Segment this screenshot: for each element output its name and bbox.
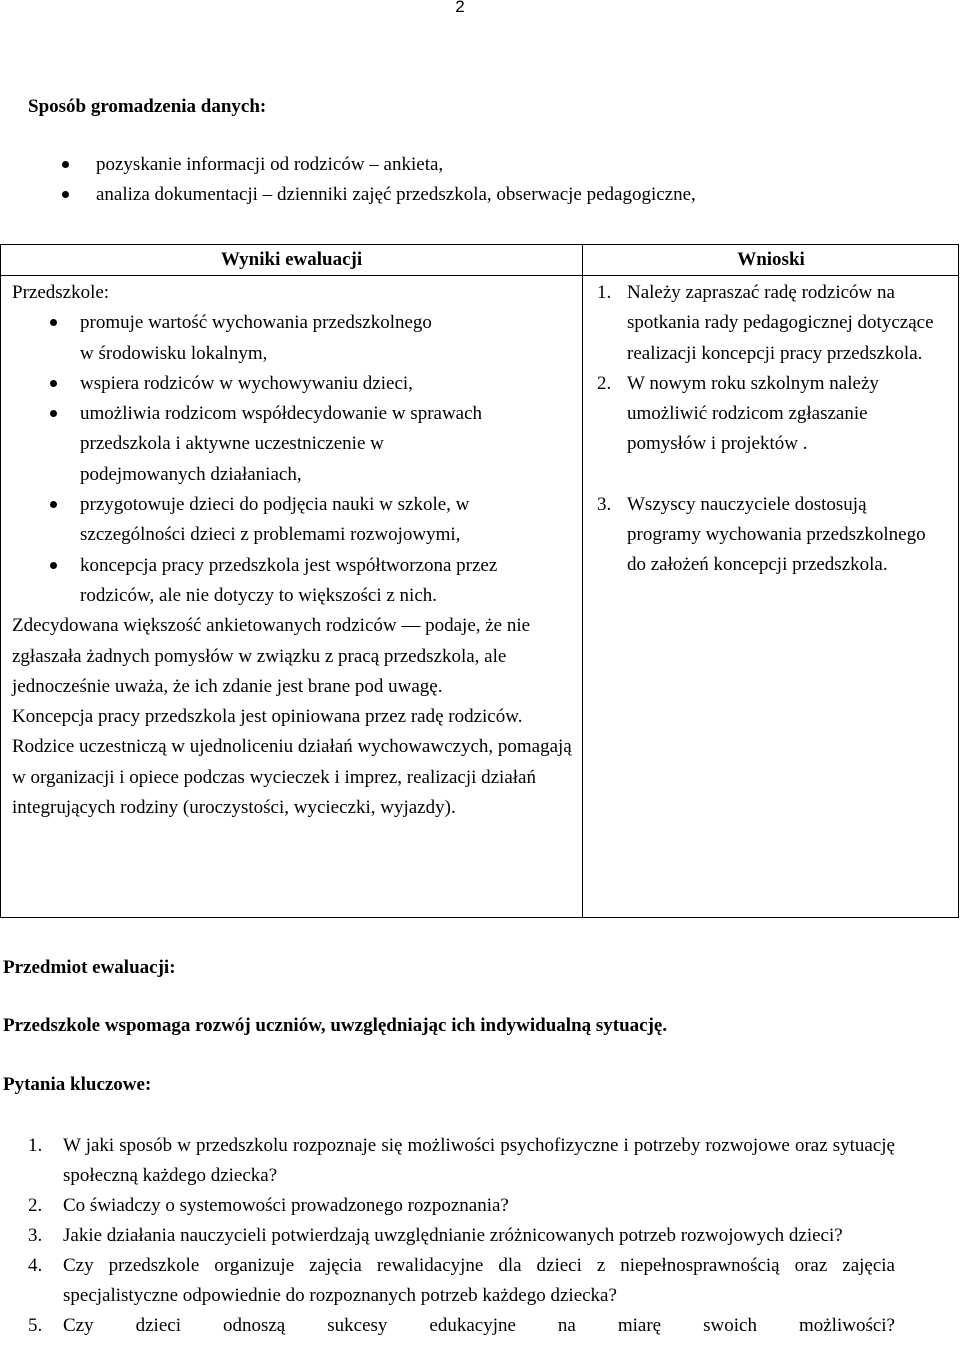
conclusions-header: Wnioski <box>737 249 805 270</box>
subject-heading: Przedmiot ewaluacji: <box>3 957 176 978</box>
question-item <box>0 1251 895 1311</box>
question-item <box>0 1221 895 1251</box>
conclusion-text: Wszyscy nauczyciele dostosują programy wychowania przedszkolnego do założeń koncepcji przedszkola. <box>627 493 926 576</box>
results-intro: Przedszkole: <box>12 282 110 303</box>
list-item: pozyskanie informacji od rodziców – ankieta, <box>62 150 882 180</box>
question-number: 1. <box>28 1135 43 1156</box>
results-cell <box>12 278 578 823</box>
results-bullet: przygotowuje dzieci do podjęcia nauki w szkole, w szczególności dzieci z problemami rozwojowymi, <box>12 490 505 551</box>
results-bullet: wspiera rodziców w wychowywaniu dzieci, <box>12 369 578 399</box>
question-number: 4. <box>28 1255 43 1276</box>
question-number: 2. <box>28 1195 43 1216</box>
results-bullets <box>12 308 578 611</box>
conclusion-text: Należy zapraszać radę rodziców na spotkania rady pedagogicznej dotyczące realizacji koncepcji pracy przedszkola. <box>627 282 934 364</box>
results-bullet: umożliwia rodzicom współdecydowanie w sprawach przedszkola i aktywne uczestniczenie w podejmowanych działaniach, <box>12 399 505 490</box>
conclusion-number: 3. <box>597 493 612 515</box>
question-text: W jaki sposób w przedszkolu rozpoznaje się możliwości psychofizyczne i potrzeby rozwojowe oraz sytuację społeczną każdego dziecka? <box>63 1135 895 1186</box>
page-number: 2 <box>455 0 465 16</box>
conclusion-text: W nowym roku szkolnym należy umożliwić rodzicom zgłaszanie pomysłów i projektów . <box>627 372 879 455</box>
results-header: Wyniki ewaluacji <box>220 249 363 270</box>
question-number: 5. <box>28 1315 43 1336</box>
question-number: 3. <box>28 1225 43 1246</box>
conclusions-cell <box>597 278 952 581</box>
conclusion-number: 1. <box>597 282 612 303</box>
list-item: analiza dokumentacji – dzienniki zajęć przedszkola, obserwacje pedagogiczne, <box>62 180 882 210</box>
question-text: Co świadczy o systemowości prowadzonego rozpoznania? <box>63 1195 509 1216</box>
conclusion-item <box>597 369 927 460</box>
conclusion-item <box>597 278 952 369</box>
evaluation-table <box>0 244 959 918</box>
results-paragraph: Zdecydowana większość ankietowanych rodziców — podaje, że nie zgłaszała żadnych pomysłów w związku z pracą przedszkola, ale jednocześnie uważa, że ich zdanie jest brane pod uwagę. <box>12 615 531 697</box>
column-divider <box>582 245 583 917</box>
question-text: Jakie działania nauczycieli potwierdzają uwzględnianie zróżnicowanych potrzeb rozwojowych dzieci? <box>63 1225 843 1246</box>
question-item <box>0 1191 895 1221</box>
question-item <box>0 1131 895 1191</box>
question-text: Czy przedszkole organizuje zajęcia rewalidacyjne dla dzieci z niepełnosprawnością oraz zajęcia specjalistyczne odpowiednie do rozpoznanych potrzeb każdego dziecka? <box>63 1255 895 1306</box>
header-divider <box>1 275 958 276</box>
conclusion-number: 2. <box>597 372 612 394</box>
conclusions-list <box>597 278 952 581</box>
results-bullet: koncepcja pracy przedszkola jest współtworzona przez rodziców, ale nie dotyczy to większości z nich. <box>12 551 525 612</box>
data-collection-heading: Sposób gromadzenia danych: <box>28 96 267 117</box>
question-item <box>0 1311 895 1341</box>
conclusion-item <box>597 490 927 581</box>
results-bullet: promuje wartość wychowania przedszkolnego w środowisku lokalnym, <box>12 308 440 369</box>
subject-statement: Przedszkole wspomaga rozwój uczniów, uwzględniając ich indywidualną sytuację. <box>3 1015 668 1036</box>
question-text: Czy dzieci odnoszą sukcesy edukacyjne na miarę swoich możliwości? <box>63 1315 895 1336</box>
key-questions-list <box>0 1131 895 1341</box>
results-paragraph: Koncepcja pracy przedszkola jest opiniowana przez radę rodziców. Rodzice uczestniczą w ujednoliceniu działań wychowawczych, pomagają w organizacji i opiece podczas wycieczek i imprez, realizacji działań integrujących rodziny (uroczystości, wycieczki, wyjazdy). <box>12 706 572 819</box>
key-questions-heading: Pytania kluczowe: <box>3 1074 152 1095</box>
data-collection-list <box>62 150 882 210</box>
